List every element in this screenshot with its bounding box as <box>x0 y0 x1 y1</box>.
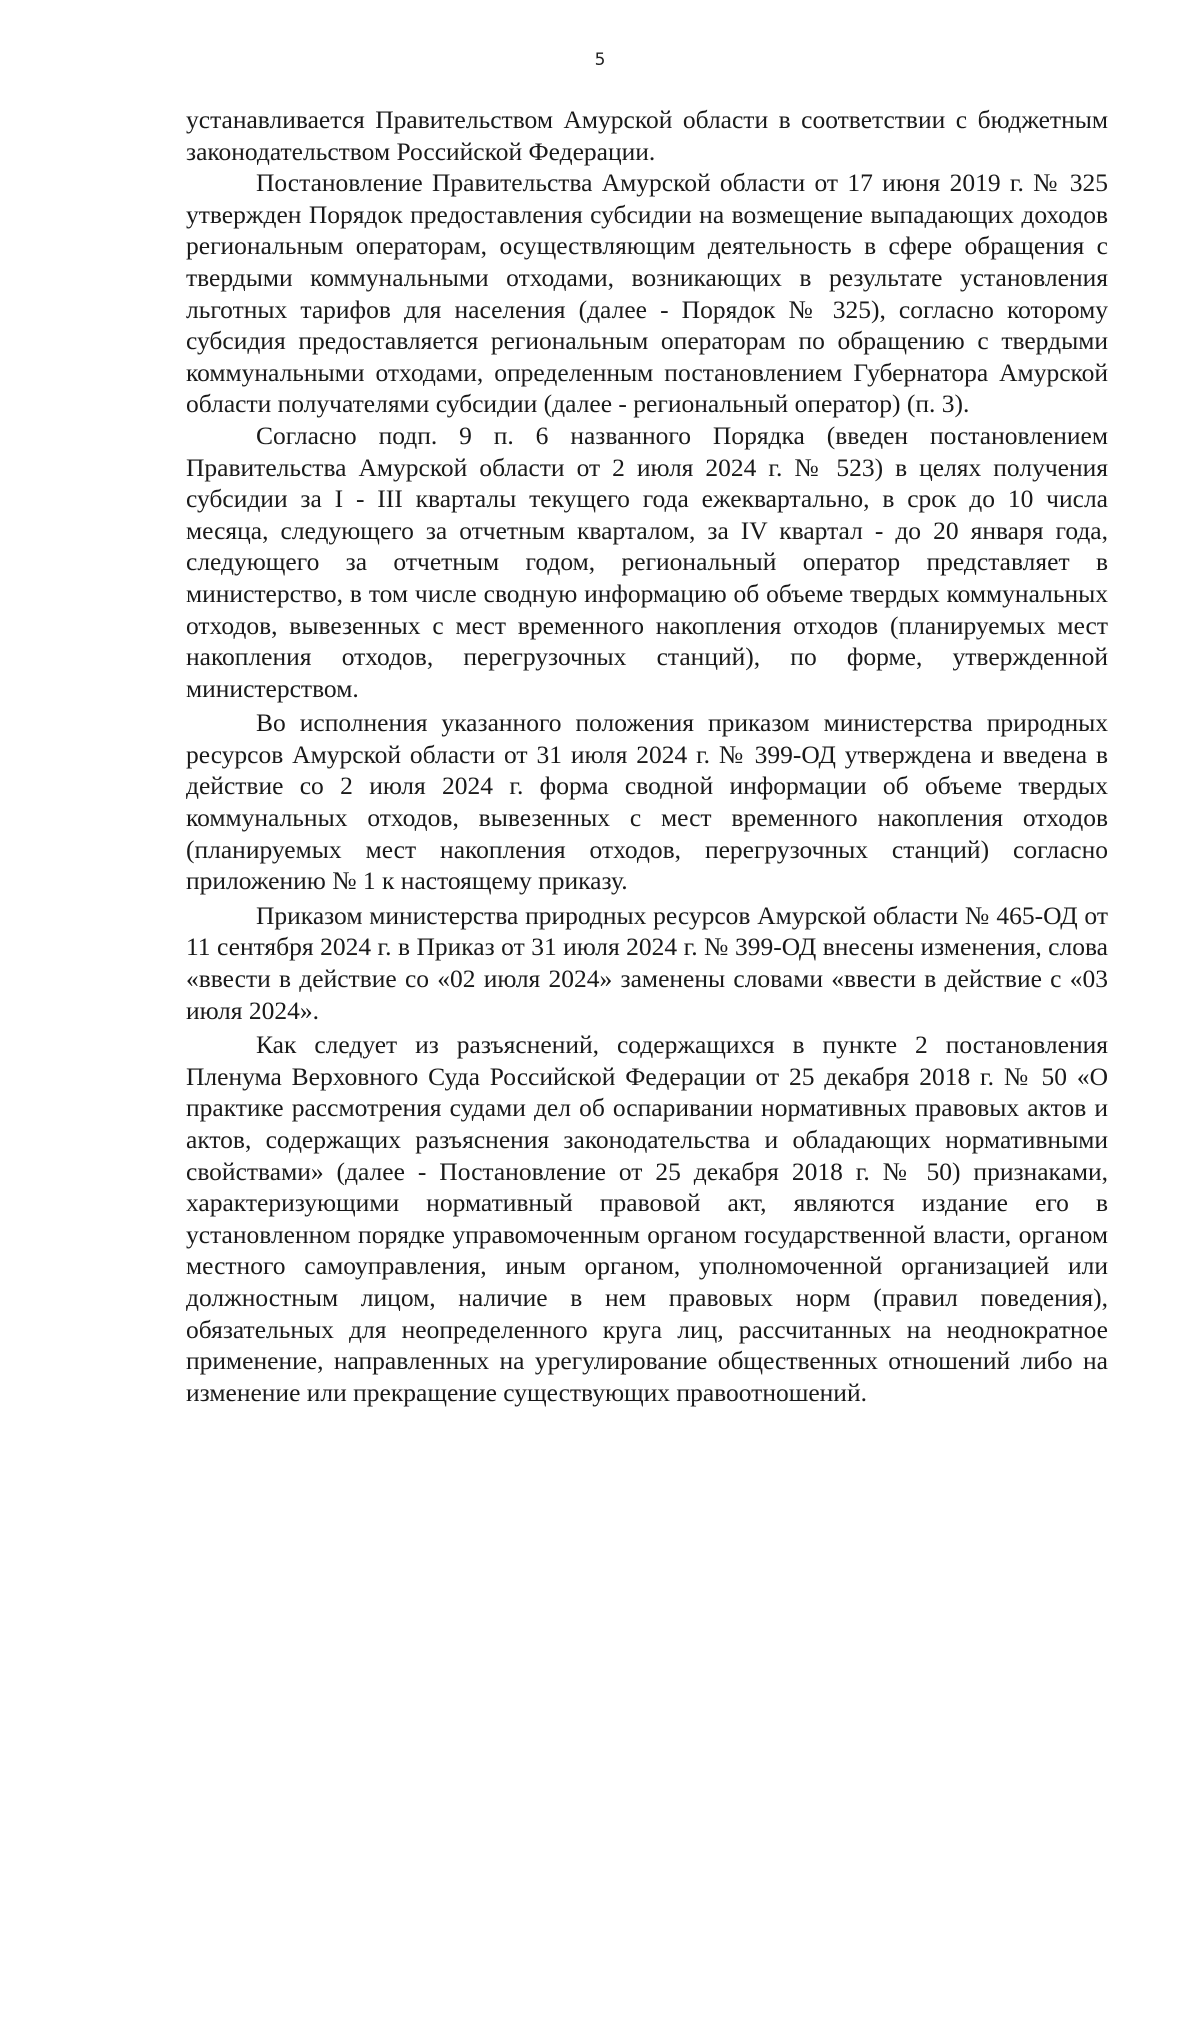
paragraph-continuation: устанавливается Правительством Амурской области в соответствии с бюджетным законодательством Российской Федерации. <box>186 105 1108 166</box>
paragraph-plenum-clarification: Как следует из разъяснений, содержащихся в пункте 2 постановления Пленума Верховного Суда Российской Федерации от 25 декабря 2018 г. № 50 «О практике рассмотрения судами дел об оспаривании нормативных правовых актов и актов, содержащих разъяснения законодательства и обладающих нормативными свойствами» (далее - Постановление от 25 декабря 2018 г. № 50) признаками, характеризующими нормативный правовой акт, являются издание его в установленном порядке управомоченным органом государственной власти, органом местного самоуправления, иным органом, уполномоченной организацией или должностным лицом, наличие в нем правовых норм (правил поведения), обязательных для неопределенного круга лиц, рассчитанных на неоднократное применение, направленных на урегулирование общественных отношений либо на изменение или прекращение существующих правоотношений. <box>186 1030 1108 1407</box>
paragraph-order-465: Приказом министерства природных ресурсов Амурской области № 465-ОД от 11 сентября 2024 г. в Приказ от 31 июля 2024 г. № 399-ОД внесены изменения, слова «ввести в действие со «02 июля 2024» заменены словами «ввести в действие с «03 июля 2024». <box>186 900 1108 1025</box>
document-body <box>186 104 1108 1408</box>
paragraph-subparagraph-9: Согласно подп. 9 п. 6 названного Порядка (введен постановлением Правительства Амурской области от 2 июля 2024 г. № 523) в целях получения субсидии за I - III кварталы текущего года ежеквартально, в срок до 10 числа месяца, следующего за отчетным кварталом, за IV квартал - до 20 января года, следующего за отчетным годом, региональный оператор представляет в министерство, в том числе сводную информацию об объеме твердых коммунальных отходов, вывезенных с мест временного накопления отходов (планируемых мест накопления отходов, перегрузочных станций), по форме, утвержденной министерством. <box>186 420 1108 703</box>
paragraph-resolution-325: Постановление Правительства Амурской области от 17 июня 2019 г. № 325 утвержден Порядок предоставления субсидии на возмещение выпадающих доходов региональным операторам, осуществляющим деятельность в сфере обращения с твердыми коммунальными отходами, возникающих в результате установления льготных тарифов для населения (далее - Порядок № 325), согласно которому субсидия предоставляется региональным операторам по обращению с твердыми коммунальными отходами, определенным постановлением Губернатора Амурской области получателями субсидии (далее - региональный оператор) (п. 3). <box>186 168 1108 419</box>
paragraph-order-399: Во исполнения указанного положения приказом министерства природных ресурсов Амурской области от 31 июля 2024 г. № 399-ОД утверждена и введена в действие со 2 июля 2024 г. форма сводной информации об объеме твердых коммунальных отходов, вывезенных с мест временного накопления отходов (планируемых мест накопления отходов, перегрузочных станций) согласно приложению № 1 к настоящему приказу. <box>186 708 1108 896</box>
page-number: 5 <box>594 50 606 70</box>
